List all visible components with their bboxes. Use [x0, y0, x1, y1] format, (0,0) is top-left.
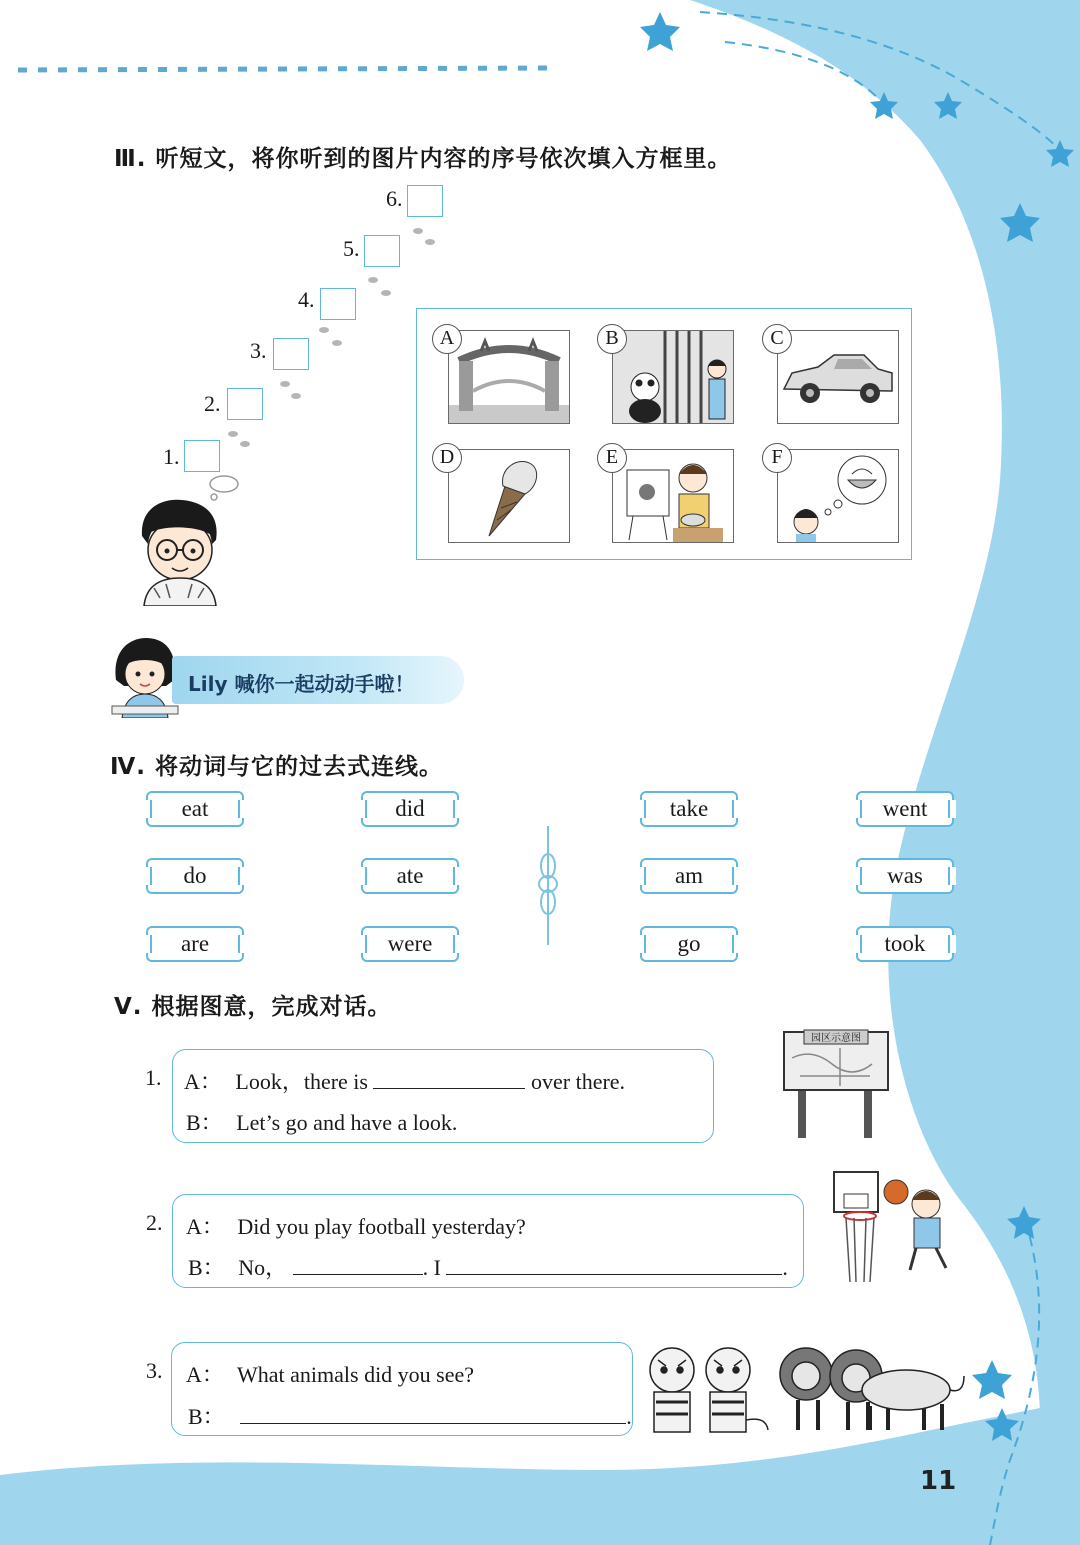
page-number: 11	[920, 1466, 957, 1496]
dialog-1-a-text-2: over there.	[530, 1069, 626, 1094]
picture-letter-b: B	[597, 324, 627, 354]
sequence-number-2: 2.	[204, 391, 221, 416]
picture-letter-a: A	[432, 324, 462, 354]
dialog-1-a-text-1: Look，there is	[235, 1069, 368, 1094]
dialog-2-a-text: Did you play football yesterday?	[237, 1214, 526, 1239]
boy-playing-basketball-icon	[830, 1168, 956, 1284]
sequence-number-4: 4.	[298, 287, 315, 312]
sequence-number-3: 3.	[250, 338, 267, 363]
dialog-2-b-text-2: . I	[422, 1255, 441, 1280]
dialog-1-line-a	[184, 1065, 625, 1096]
dialog-2-blank-2[interactable]	[446, 1255, 782, 1275]
dialog-2-number: 2.	[146, 1210, 163, 1235]
dialog-1-line-b	[186, 1106, 457, 1137]
boy-painting-icon	[613, 450, 733, 542]
sequence-number-1: 1.	[163, 444, 180, 469]
dialog-3-b-label: B：	[188, 1404, 225, 1429]
picture-letter-e: E	[597, 443, 627, 473]
lily-girl-icon	[108, 636, 182, 718]
word-box-am[interactable]: am	[640, 858, 738, 894]
boy-with-glasses-icon	[132, 496, 228, 606]
word-box-are[interactable]: are	[146, 926, 244, 962]
car-icon	[778, 331, 898, 423]
dialog-2-b-text-1: No，	[238, 1255, 288, 1280]
dialog-3-b-text-end: .	[626, 1404, 632, 1429]
dialog-2-line-a	[186, 1210, 526, 1241]
boy-thinking-food-icon	[778, 450, 898, 542]
park-map-sign-icon	[780, 1028, 892, 1140]
picture-d-ice-cream	[448, 449, 570, 543]
ice-cream-icon	[449, 450, 569, 542]
lions-icon	[778, 1340, 968, 1436]
word-box-went[interactable]: went	[856, 791, 954, 827]
dialog-1-b-label: B：	[186, 1110, 223, 1135]
word-box-took[interactable]: took	[856, 926, 954, 962]
dialog-2-line-b	[188, 1251, 788, 1282]
word-box-eat[interactable]: eat	[146, 791, 244, 827]
picture-a-zoo-gate	[448, 330, 570, 424]
word-box-ate[interactable]: ate	[361, 858, 459, 894]
dialog-1-b-text: Let’s go and have a look.	[236, 1110, 458, 1135]
dialog-2-b-label: B：	[188, 1255, 225, 1280]
zoo-gate-icon	[449, 331, 569, 423]
dialog-3-line-b	[188, 1400, 632, 1431]
panda-cage-icon	[613, 331, 733, 423]
word-box-was[interactable]: was	[856, 858, 954, 894]
dialog-3-a-text: What animals did you see?	[237, 1362, 475, 1387]
tigers-icon	[642, 1340, 772, 1436]
dialog-3-line-a	[186, 1358, 474, 1389]
picture-c-car	[777, 330, 899, 424]
section-5-title: Ⅴ. 根据图意，完成对话。	[114, 994, 392, 1020]
picture-b-panda-cage	[612, 330, 734, 424]
park-map-sign-text: 园区示意图	[811, 1033, 861, 1044]
picture-letter-d: D	[432, 443, 462, 473]
sequence-number-6: 6.	[386, 186, 403, 211]
word-box-did[interactable]: did	[361, 791, 459, 827]
word-box-were[interactable]: were	[361, 926, 459, 962]
word-box-go[interactable]: go	[640, 926, 738, 962]
dialog-3-blank[interactable]	[240, 1404, 626, 1424]
word-box-do[interactable]: do	[146, 858, 244, 894]
picture-f-boy-thinking-food	[777, 449, 899, 543]
dialog-2-a-label: A：	[186, 1214, 224, 1239]
picture-e-boy-painting	[612, 449, 734, 543]
dialog-2-blank-1[interactable]	[293, 1255, 423, 1275]
sequence-number-5: 5.	[343, 236, 360, 261]
banner-text: Lily 喊你一起动动手啦！	[188, 672, 415, 696]
dialog-3-number: 3.	[146, 1358, 163, 1383]
dialog-1-a-label: A：	[184, 1069, 222, 1094]
dialog-3-a-label: A：	[186, 1362, 224, 1387]
section-4-title: Ⅳ. 将动词与它的过去式连线。	[110, 754, 444, 780]
word-box-take[interactable]: take	[640, 791, 738, 827]
dialog-2-b-text-3: .	[782, 1255, 788, 1280]
picture-letter-f: F	[762, 443, 792, 473]
section-3-title: Ⅲ. 听短文，将你听到的图片内容的序号依次填入方框里。	[114, 146, 732, 172]
dialog-1-number: 1.	[145, 1065, 162, 1090]
picture-letter-c: C	[762, 324, 792, 354]
dialog-1-blank[interactable]	[373, 1069, 525, 1089]
